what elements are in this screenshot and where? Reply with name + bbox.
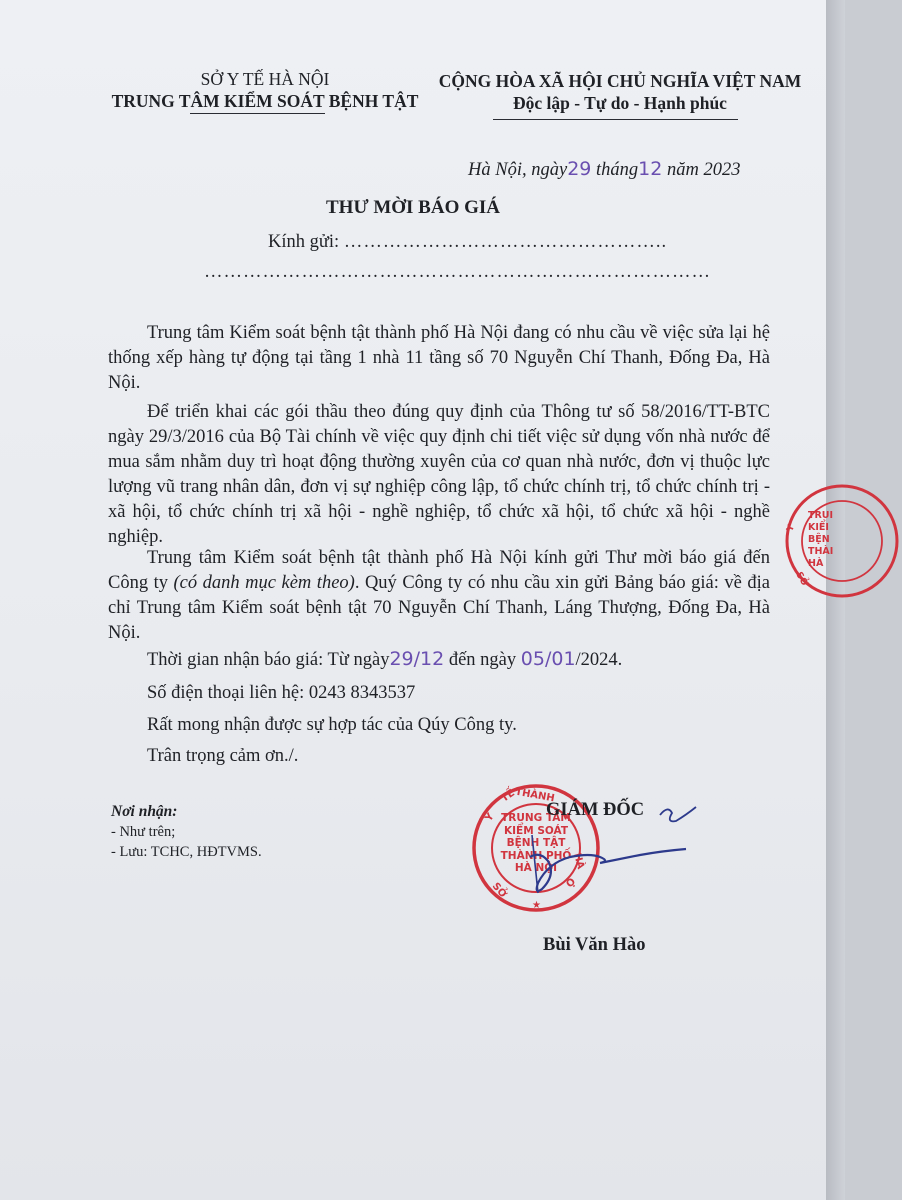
thanks-line: Trân trọng cảm ơn./. [147,746,299,766]
signer-name: Bùi Văn Hào [543,935,646,955]
svg-text:Y: Y [785,523,798,534]
stamp-line: THÀNH PHỐ [500,849,572,862]
handwritten-signature [510,795,710,915]
quote-from-date-handwritten: 29/12 [389,648,445,670]
phone-line: Số điện thoại liên hệ: 0243 8343537 [147,683,416,703]
recipient-line [268,232,667,253]
recipients-block [111,802,262,862]
edge-stamp-line: THÀI [808,546,834,557]
edge-stamp-line: BỆN [808,534,830,545]
document-title: THƯ MỜI BÁO GIÁ [326,197,500,218]
page-edge [826,0,845,1200]
paragraph-legal-basis: Để triển khai các gói thầu theo đúng quy định của Thông tư số 58/2016/TT-BTC ngày 29/3/2016 của Bộ Tài chính về việc quy định chi tiết việc sử dụng vốn nhà nước để mua sắm nhằm duy trì hoạt động thường xuyên của cơ quan nhà nước, đơn vị thuộc lực lượng vũ trang nhân dân, đơn vị sự nghiệp công lập, tổ chức chính trị, tổ chức chính trị - xã hội, tổ chức chính trị xã hội - nghề nghiệp, tổ chức xã hội, tổ chức xã hội - nghề nghiệp. [108,402,770,547]
invitation-address: . Quý Công ty có nhu cầu xin gửi Bảng báo giá: về địa chỉ Trung tâm Kiểm soát bệnh tật 70 Nguyễn Chí Thanh, Láng Thượng, Đống Đa, Hà Nội. [108,573,770,643]
header-organization: TRUNG TÂM KIỂM SOÁT BỆNH TẬT [111,91,419,111]
stamp-line: BỆNH TẬT [506,837,566,849]
quote-time-middle: đến ngày [448,650,517,670]
quote-year: /2024. [575,650,623,670]
invitation-text: Trung tâm Kiểm soát bệnh tật thành phố Hà Nội kính gửi Thư mời báo giá đến Công ty [108,548,770,593]
edge-stamp-seal [782,482,902,600]
national-motto: Độc lập - Tự do - Hạnh phúc [513,93,727,113]
stamp-line: TRUNG TÂM [501,812,571,824]
date-day-handwritten: 29 [567,158,592,180]
date-year: năm 2023 [666,160,741,180]
edge-stamp-line: HÀ [808,558,824,569]
quote-time-label: Thời gian nhận báo giá: Từ ngày [147,650,390,670]
edge-stamp [782,482,834,600]
recipient-label: Kính gửi: [268,232,340,252]
svg-text:TẾ: TẾ [499,787,517,805]
recipient-dots: ………………………………………….. [343,232,668,252]
edge-stamp-text [808,510,833,570]
cooperation-line: Rất mong nhận được sự hợp tác của Qúy Công ty. [147,715,517,735]
recipients-title: Nơi nhận: [111,803,178,820]
svg-text:Y: Y [483,811,497,824]
invitation-attachment-note: (có danh mục kèm theo) [173,573,355,593]
header-left-underline [190,113,325,114]
stamp-top-arc: THÀNH [514,786,556,805]
national-header [420,70,820,114]
svg-text:HÀ: HÀ [571,851,586,871]
header-agency [100,68,430,112]
stamp-line: HÀ NỘI [514,862,558,874]
document-date [468,158,740,181]
svg-text:SỞ: SỞ [489,880,509,901]
date-month-label: tháng [596,160,639,180]
svg-text:★: ★ [532,900,541,911]
date-month-handwritten: 12 [638,158,663,180]
edge-stamp-line: TRUI [808,510,834,521]
header-right-underline [493,119,738,120]
recipient-item: - Lưu: TCHC, HĐTVMS. [111,844,262,860]
recipient-item: - Như trên; [111,824,176,840]
svg-text:Ộ: Ộ [564,876,579,891]
paragraph-need: Trung tâm Kiểm soát bệnh tật thành phố Hà Nội đang có nhu cầu về việc sửa lại hệ thống xếp hàng tự động tại tầng 1 nhà 11 tầng số 70 Nguyễn Chí Thanh, Đống Đa, Hà Nội. [108,323,770,393]
national-title: CỘNG HÒA XÃ HỘI CHỦ NGHĨA VIỆT NAM [438,71,802,91]
date-prefix: Hà Nội, ngày [468,160,568,180]
paragraph-invitation [108,546,770,646]
recipient-dots-line2: …………………………………………………………………… [204,262,711,282]
edge-stamp-line: KIỂI [808,522,829,533]
stamp-line: KIỂM SOÁT [504,824,568,837]
signature-position: GIÁM ĐỐC [546,800,645,820]
header-ministry: SỞ Y TẾ HÀ NỘI [200,69,330,89]
svg-text:SỞ: SỞ [793,570,810,588]
quote-time-line [147,648,622,671]
quote-to-date-handwritten: 05/01 [520,648,576,670]
